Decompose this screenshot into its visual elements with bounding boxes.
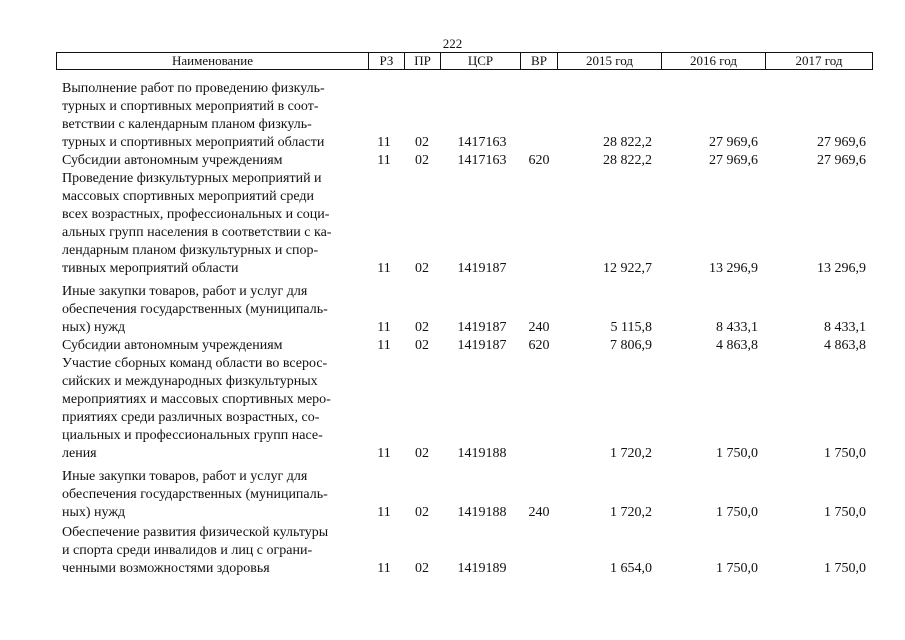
- header-rz: РЗ: [369, 53, 405, 69]
- table-row: [0, 152, 905, 170]
- page-number: 222: [442, 36, 463, 51]
- row-csr: 1417163: [457, 153, 507, 168]
- header-2017: 2017 год: [795, 53, 843, 68]
- row-csr: 1419187: [457, 338, 507, 353]
- row-2015: 1 720,2: [610, 446, 652, 461]
- row-name: Обеспечение развития физической культуры и спорта среди инвалидов и лиц с ограни- ченными возможностями здоровья: [62, 525, 329, 576]
- row-2015: 1 720,2: [610, 505, 652, 520]
- header-2016: 2016 год: [662, 53, 766, 69]
- header-vr: ВР: [521, 53, 558, 69]
- row-pr: 02: [415, 561, 429, 576]
- row-name: Субсидии автономным учреждениям: [62, 153, 283, 168]
- row-2016: 27 969,6: [709, 153, 758, 168]
- row-2016: 27 969,6: [709, 135, 758, 150]
- row-pr: 02: [415, 261, 429, 276]
- row-2016: 1 750,0: [716, 505, 758, 520]
- table-row: [0, 468, 905, 522]
- row-pr: 02: [415, 135, 429, 150]
- row-pr: 02: [415, 446, 429, 461]
- row-2017: 1 750,0: [824, 446, 866, 461]
- row-2015: 1 654,0: [610, 561, 652, 576]
- row-rz: 11: [377, 153, 391, 168]
- row-2017: 27 969,6: [817, 135, 866, 150]
- row-pr: 02: [415, 338, 429, 353]
- row-vr: 240: [528, 320, 550, 335]
- row-rz: 11: [377, 261, 391, 276]
- table-row: [0, 524, 905, 578]
- row-rz: 11: [377, 505, 391, 520]
- row-rz: 11: [377, 446, 391, 461]
- row-name: Выполнение работ по проведению физкуль- турных и спортивных мероприятий в соот- ветствии с календарным планом физкуль- турных и спортивных мероприятий области: [62, 81, 325, 150]
- table-row: [0, 337, 905, 355]
- row-2017: 1 750,0: [824, 505, 866, 520]
- row-csr: 1419187: [457, 320, 507, 335]
- row-2015: 5 115,8: [610, 320, 652, 335]
- row-csr: 1419188: [457, 446, 507, 461]
- row-name: Проведение физкультурных мероприятий и массовых спортивных мероприятий среди всех возрастных, профессиональных и соци- альных групп населения в соответствии с ка- лендарным планом физкультурных и спор- тивных мероприятий области: [62, 171, 332, 276]
- row-rz: 11: [377, 561, 391, 576]
- table-header: [56, 52, 873, 70]
- row-2015: 7 806,9: [610, 338, 652, 353]
- row-csr: 1417163: [457, 135, 507, 150]
- row-name: Участие сборных команд области во всерос- сийских и международных физкультурных мероприятиях и массовых спортивных меро- приятиях среди различных возрастных, со- циальных и профессиональных групп насе- ления: [62, 356, 331, 461]
- row-csr: 1419188: [457, 505, 507, 520]
- row-2015: 28 822,2: [603, 135, 652, 150]
- header-csr: ЦСР: [441, 53, 521, 69]
- row-2016: 8 433,1: [716, 320, 758, 335]
- row-2016: 13 296,9: [709, 261, 758, 276]
- row-csr: 1419187: [457, 261, 507, 276]
- row-pr: 02: [415, 153, 429, 168]
- header-name: Наименование: [57, 53, 369, 69]
- row-rz: 11: [377, 320, 391, 335]
- table-row: [0, 170, 905, 278]
- header-2015: 2015 год: [558, 53, 662, 69]
- row-2017: 13 296,9: [817, 261, 866, 276]
- row-2017: 1 750,0: [824, 561, 866, 576]
- row-pr: 02: [415, 505, 429, 520]
- row-vr: 620: [528, 153, 550, 168]
- row-rz: 11: [377, 135, 391, 150]
- row-rz: 11: [377, 338, 391, 353]
- row-2016: 1 750,0: [716, 446, 758, 461]
- row-2017: 27 969,6: [817, 153, 866, 168]
- row-2017: 8 433,1: [824, 320, 866, 335]
- row-2016: 1 750,0: [716, 561, 758, 576]
- table-row: [0, 80, 905, 152]
- row-vr: 240: [528, 505, 550, 520]
- row-name: Субсидии автономным учреждениям: [62, 338, 283, 353]
- header-pr: ПР: [405, 53, 441, 69]
- row-2016: 4 863,8: [716, 338, 758, 353]
- row-name: Иные закупки товаров, работ и услуг для обеспечения государственных (муниципаль- ных) нужд: [62, 469, 328, 520]
- row-name: Иные закупки товаров, работ и услуг для обеспечения государственных (муниципаль- ных) нужд: [62, 284, 328, 335]
- row-vr: 620: [528, 338, 550, 353]
- row-pr: 02: [415, 320, 429, 335]
- row-2017: 4 863,8: [824, 338, 866, 353]
- row-csr: 1419189: [457, 561, 507, 576]
- row-2015: 12 922,7: [603, 261, 652, 276]
- table-row: [0, 355, 905, 463]
- row-2015: 28 822,2: [603, 153, 652, 168]
- table-row: [0, 283, 905, 337]
